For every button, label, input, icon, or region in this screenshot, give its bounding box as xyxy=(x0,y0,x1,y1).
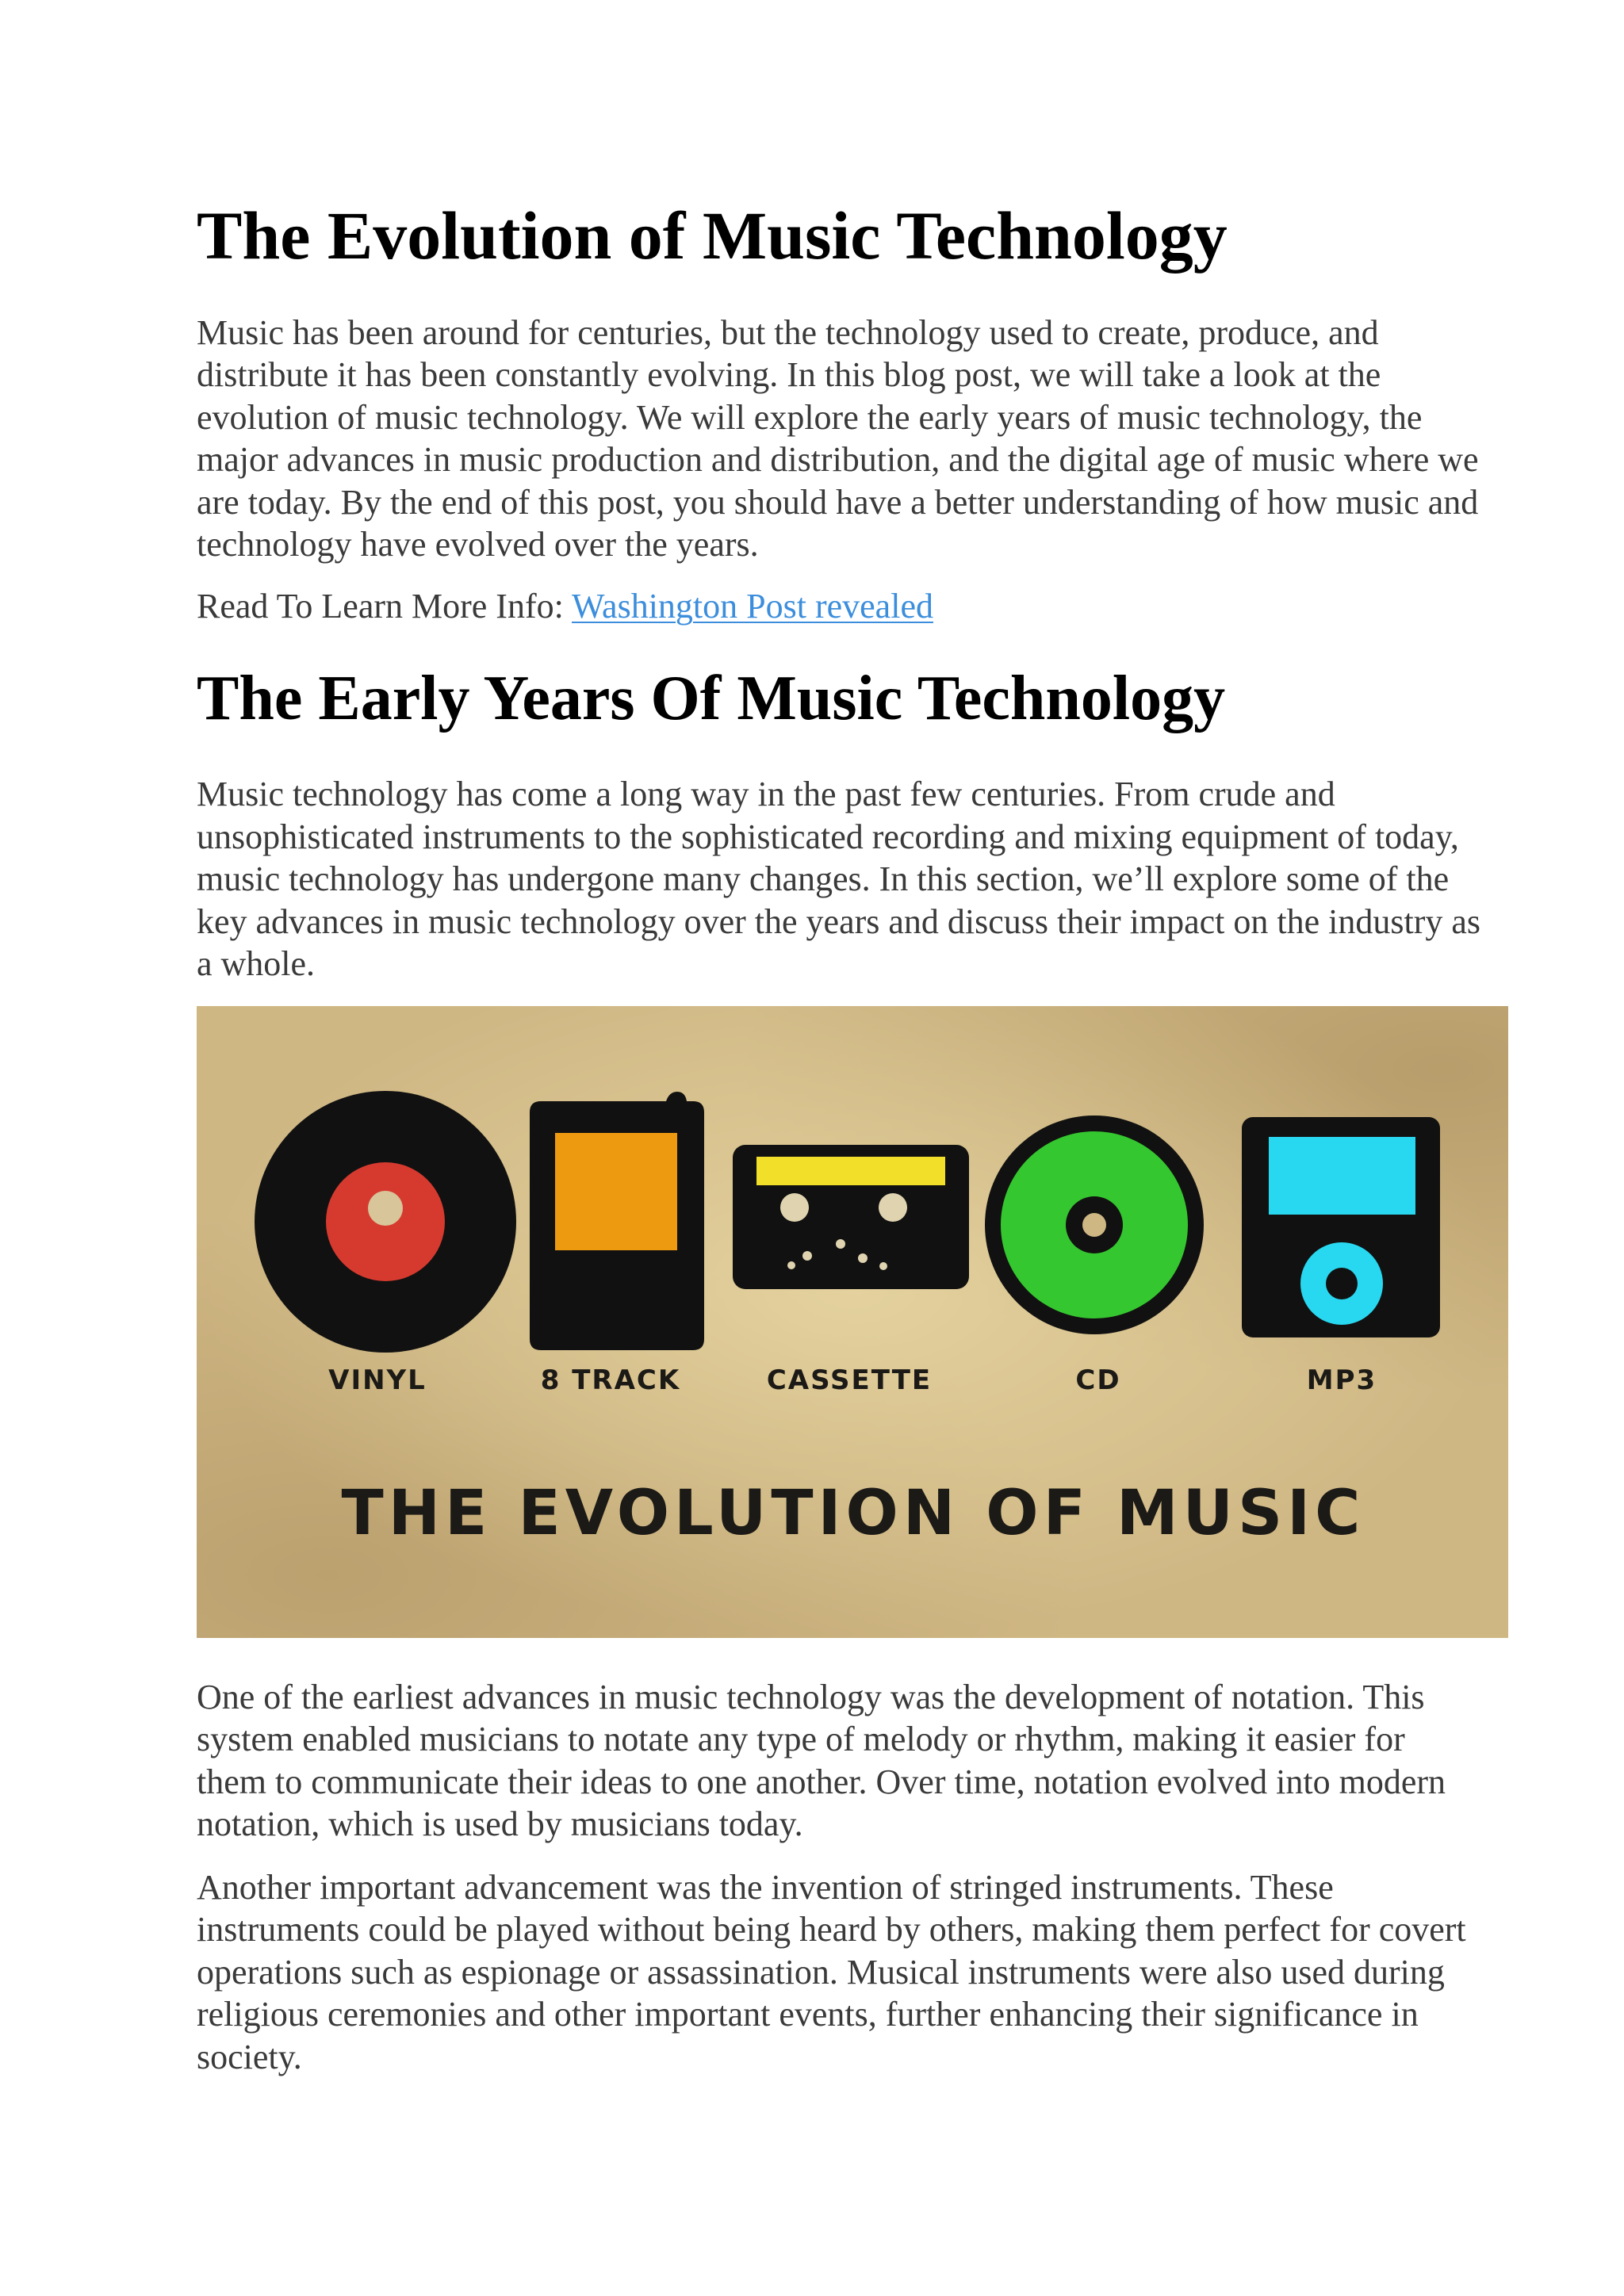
read-more-line xyxy=(197,585,1513,628)
washington-post-link[interactable]: Washington Post revealed xyxy=(572,586,933,626)
page-title: The Evolution of Music Technology xyxy=(197,197,1228,274)
mp3-label: MP3 xyxy=(1306,1364,1377,1396)
notation-paragraph: One of the earliest advances in music technology was the development of notation. This system enabled musicians to notate any type of melody or rhythm, making it easier for them to communicate their ideas to one another. Over time, notation evolved into modern notation, which is used by musicians today. xyxy=(197,1677,1446,1844)
section-paragraph: Music technology has come a long way in the past few centuries. From crude and unsophisticated instruments to the sophisticated recording and mixing equipment of today, music technology has undergone many changes. In this section, we’ll explore some of the key advances in music technology over the years and discuss their impact on the industry as a whole. xyxy=(197,775,1481,984)
eight-track-icon xyxy=(530,1092,704,1350)
article xyxy=(197,182,1513,2078)
vinyl-label: VINYL xyxy=(328,1364,427,1396)
evolution-of-music-illustration xyxy=(197,1006,1508,1638)
cassette-icon xyxy=(733,1145,969,1289)
cd-icon xyxy=(985,1115,1204,1334)
figure-caption: THE EVOLUTION OF MUSIC xyxy=(341,1477,1365,1549)
vinyl-record-icon xyxy=(255,1091,516,1353)
instruments-paragraph: Another important advancement was the invention of stringed instruments. These instruments could be played without being heard by others, making them perfect for covert operations such as espionage or assassination. Musical instruments were also used during religious ceremonies and other important events, further enhancing their significance in society. xyxy=(197,1867,1466,2076)
cassette-label: CASSETTE xyxy=(766,1364,933,1396)
cd-label: CD xyxy=(1075,1364,1121,1396)
eight-track-label: 8 TRACK xyxy=(540,1364,681,1396)
mp3-player-icon xyxy=(1242,1117,1440,1337)
read-more-prefix: Read To Learn More Info: xyxy=(197,586,573,626)
section-title: The Early Years Of Music Technology xyxy=(197,664,1226,734)
evolution-of-music-image xyxy=(197,1006,1508,1638)
intro-paragraph: Music has been around for centuries, but the technology used to create, produce, and distribute it has been constantly evolving. In this blog post, we will take a look at the evolution of music technology. We will explore the early years of music technology, the major advances in music production and distribution, and the digital age of music where we are today. By the end of this post, you should have a better understanding of how music and technology have evolved over the years. xyxy=(197,312,1479,564)
